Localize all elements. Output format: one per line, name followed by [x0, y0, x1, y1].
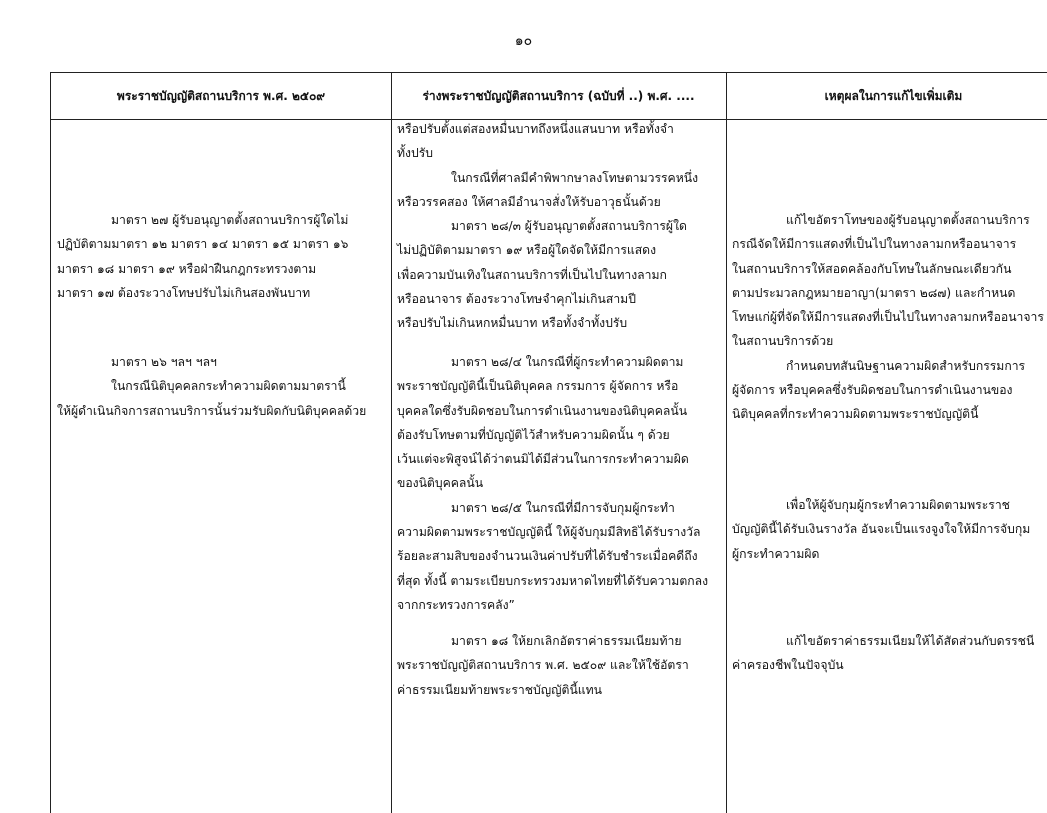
text-line: มาตรา ๑๘ ให้ยกเลิกอัตราค่าธรรมเนียมท้าย	[451, 634, 682, 648]
text-line: หรืออนาจาร ต้องระวางโทษจำคุกไม่เกินสามปี	[397, 292, 636, 307]
text-line: กำหนดบทสันนิษฐานความผิดสำหรับกรรมการ	[786, 358, 1026, 373]
text-line: พระราชบัญญัติสถานบริการ พ.ศ. ๒๕๐๙ และให้ใช้อัตรา	[397, 658, 689, 673]
text-line: ค่าครองชีพในปัจจุบัน	[732, 658, 844, 673]
text-line: หรือวรรคสอง ให้ศาลมีอำนาจสั่งให้รับอาวุธนั้นด้วย	[397, 194, 661, 209]
text-line: ในสถานบริการด้วย	[732, 334, 834, 349]
text-line: ของนิติบุคคลนั้น	[397, 476, 484, 491]
reason-fees	[732, 629, 1034, 678]
text-line: แก้ไขอัตราค่าธรรมเนียมให้ได้สัดส่วนกับดรรชนี	[786, 634, 1035, 648]
draft-section-18	[397, 629, 689, 702]
column-divider	[726, 73, 727, 813]
text-line: ทั้งปรับ	[397, 146, 434, 161]
text-line: เพื่อให้ผู้จับกุมผู้กระทำความผิดตามพระราช	[786, 498, 1010, 512]
text-line: หรือปรับไม่เกินหกหมื่นบาท หรือทั้งจำทั้งปรับ	[397, 316, 628, 331]
header-current-act: พระราชบัญญัติสถานบริการ พ.ศ. ๒๕๐๙	[116, 88, 326, 103]
page-number: ๑๐	[514, 33, 533, 49]
reason-reward	[732, 493, 1030, 566]
comparison-table	[50, 72, 1047, 813]
header-reasons: เหตุผลในการแก้ไขเพิ่มเติม	[824, 88, 963, 103]
text-line: มาตรา ๒๗ ผู้รับอนุญาตตั้งสถานบริการผู้ใดไม่	[111, 213, 349, 227]
text-line: บุคคลใดซึ่งรับผิดชอบในการดำเนินงานของนิติบุคคลนั้น	[397, 403, 688, 418]
text-line: ในกรณีที่ศาลมีคำพิพากษาลงโทษตามวรรคหนึ่ง	[451, 170, 699, 185]
text-line: เพื่อความบันเทิงในสถานบริการที่เป็นไปในทางลามก	[397, 267, 667, 282]
section-26-current	[57, 350, 366, 423]
text-line: บัญญัตินี้ได้รับเงินรางวัล อันจะเป็นแรงจูงใจให้มีการจับกุม	[732, 522, 1031, 537]
text-line: หรือปรับตั้งแต่สองหมื่นบาทถึงหนึ่งแสนบาท หรือทั้งจำ	[397, 122, 674, 136]
header-draft-act: ร่างพระราชบัญญัติสถานบริการ (ฉบับที่ ..) พ.ศ. ....	[422, 88, 695, 103]
text-line: นิติบุคคลที่กระทำความผิดตามพระราชบัญญัตินี้	[732, 407, 979, 422]
text-line: ในสถานบริการให้สอดคล้องกับโทษในลักษณะเดียวกัน	[732, 261, 1012, 276]
column-divider	[391, 73, 392, 813]
draft-section-28-4-5	[397, 350, 708, 617]
text-line: มาตรา ๒๘/๕ ในกรณีที่มีการจับกุมผู้กระทำ	[451, 500, 675, 515]
text-line: แก้ไขอัตราโทษของผู้รับอนุญาตตั้งสถานบริการ	[786, 213, 1030, 227]
text-line: มาตรา ๑๗ ต้องระวางโทษปรับไม่เกินสองพันบาท	[57, 285, 311, 300]
text-line: มาตรา ๒๘/๔ ในกรณีที่ผู้กระทำความผิดตาม	[451, 355, 684, 369]
text-line: ตามประมวลกฎหมายอาญา(มาตรา ๒๘๗) และกำหนด	[732, 285, 1016, 300]
text-line: มาตรา ๒๖ ฯลฯ ฯลฯ	[111, 355, 217, 369]
text-line: ในกรณีนิติบุคคลกระทำความผิดตามมาตรานี้	[111, 379, 346, 394]
text-line: กรณีจัดให้มีการแสดงที่เป็นไปในทางลามกหรืออนาจาร	[732, 237, 1017, 252]
text-line: โทษแก่ผู้ที่จัดให้มีการแสดงที่เป็นไปในทางลามกหรืออนาจาร	[732, 310, 1044, 325]
text-line: ปฏิบัติตามมาตรา ๑๒ มาตรา ๑๔ มาตรา ๑๕ มาตรา ๑๖	[57, 237, 349, 252]
text-line: ไม่ปฏิบัติตามมาตรา ๑๙ หรือผู้ใดจัดให้มีการแสดง	[397, 243, 657, 258]
text-line: ที่สุด ทั้งนี้ ตามระเบียบกระทรวงมหาดไทยที่ได้รับความตกลง	[397, 573, 709, 588]
text-line: มาตรา ๒๘/๓ ผู้รับอนุญาตตั้งสถานบริการผู้ใด	[451, 219, 687, 234]
text-line: ให้ผู้ดำเนินกิจการสถานบริการนั้นร่วมรับผิดกับนิติบุคคลด้วย	[57, 403, 367, 418]
text-line: พระราชบัญญัตินี้เป็นนิติบุคคล กรรมการ ผู้จัดการ หรือ	[397, 379, 679, 394]
text-line: ผู้จัดการ หรือบุคคลซึ่งรับผิดชอบในการดำเนินงานของ	[732, 383, 1013, 398]
text-line: มาตรา ๑๘ มาตรา ๑๙ หรือฝ่าฝืนกฎกระทรวงตาม	[57, 261, 317, 276]
text-line: ผู้กระทำความผิด	[732, 546, 820, 561]
draft-text-block-1	[397, 117, 698, 336]
section-27-current	[57, 208, 348, 305]
text-line: ความผิดตามพระราชบัญญัตินี้ ให้ผู้จับกุมมีสิทธิได้รับรางวัล	[397, 525, 701, 540]
text-line: ต้องรับโทษตามที่บัญญัติไว้สำหรับความผิดนั้น ๆ ด้วย	[397, 427, 670, 442]
text-line: ค่าธรรมเนียมท้ายพระราชบัญญัตินี้แทน	[397, 682, 603, 697]
text-line: ร้อยละสามสิบของจำนวนเงินค่าปรับที่ได้รับชำระเมื่อคดีถึง	[397, 549, 698, 564]
reason-penalty	[732, 208, 1044, 427]
text-line: จากกระทรวงการคลัง”	[397, 597, 515, 612]
text-line: เว้นแต่จะพิสูจน์ได้ว่าตนมิได้มีส่วนในการกระทำความผิด	[397, 452, 689, 467]
